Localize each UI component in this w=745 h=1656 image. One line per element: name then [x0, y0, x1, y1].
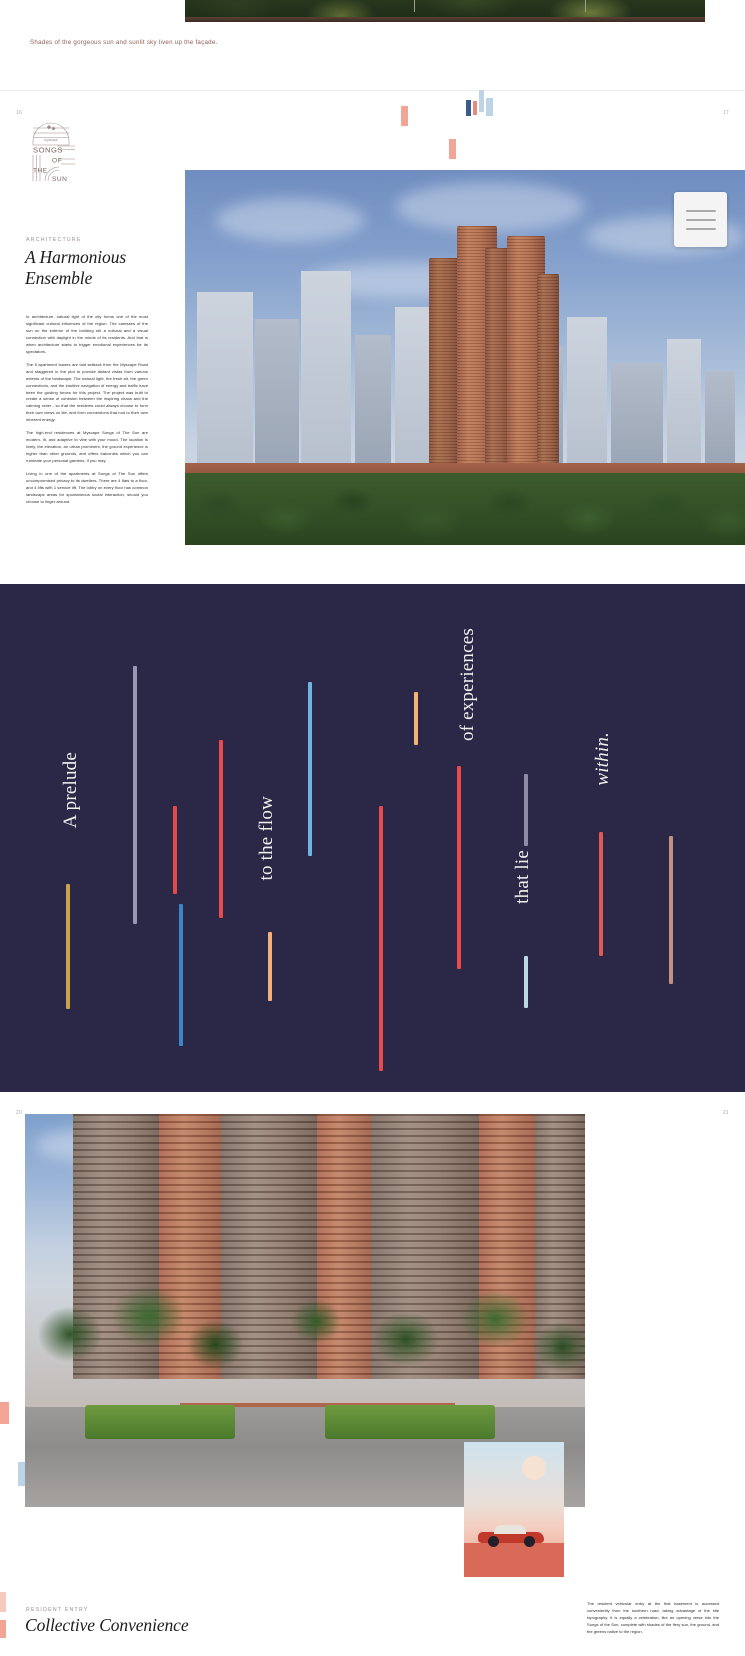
- resident-entry-paragraph: The resident vehicular entry at the first basement is accessed conveniently from the southern road, taking advantage of the site topography. It is equally a celebration, like an opening verse into the Songs of the Sun, complete with shades of the fiery sun, the ground, and the greens native to the region.: [587, 1601, 719, 1634]
- illustration-ground: [464, 1543, 564, 1577]
- prelude-phrase-3: of experiences: [457, 628, 478, 742]
- deco-swatch-coral-3: [0, 1620, 6, 1638]
- architecture-paragraph: Living in one of the apartments at Songs of The Sun offers uncompromised privacy to its dwellers. There are 4 flats to a floor, and 4 lifts with 1 service lift. The lobby on every floor has common landscape areas for spontaneous social interaction, should you choose to linger around.: [26, 471, 148, 504]
- deco-swatch-coral-2: [0, 1592, 6, 1612]
- deco-bar-pale-blue-2: [486, 98, 493, 116]
- car-illustration-card: [464, 1442, 564, 1577]
- hero-photo-treeline: [185, 0, 705, 22]
- prelude-bar: [414, 692, 418, 745]
- svg-text:SUN: SUN: [52, 176, 68, 183]
- prelude-bar: [133, 666, 137, 924]
- top-caption-section: [0, 0, 745, 92]
- svg-text:SONGS: SONGS: [33, 145, 63, 155]
- resident-entry-body-copy: [587, 1601, 719, 1636]
- prelude-bar: [66, 884, 70, 1009]
- architecture-paragraph: In architecture, natural light of the city forms one of the most significant cultural influences of the region. The caresses of the sun on the exterior of the building stir a cultural and a visual connection with daylight in the minds of its residents. And that is when architecture starts to trigger emotional experiences for its spectators.: [26, 314, 148, 354]
- prelude-phrase-2: to the flow: [256, 796, 277, 881]
- prelude-bar: [219, 740, 223, 918]
- architecture-eyebrow: ARCHITECTURE: [26, 237, 82, 243]
- prelude-bar: [524, 956, 528, 1008]
- deco-bar-coral-3: [449, 139, 456, 159]
- sun-icon: [522, 1456, 546, 1480]
- folio-right: 21: [722, 1110, 729, 1116]
- architecture-paragraph: The high-end residences at Myscape Songs of The Sun are modern, lit, and adaptive to vibe with your mood. The location is lively, the elevation, an urban prominent, the ground experience is higher than other grounds, and offers balconies which you can ruminate your personal gardens, if you may.: [26, 430, 148, 464]
- resident-entry-eyebrow: RESIDENT ENTRY: [26, 1607, 89, 1613]
- prelude-section: [0, 584, 745, 1092]
- prelude-bar: [268, 932, 272, 1001]
- prelude-phrase-1: A prelude: [60, 752, 81, 829]
- folio-left: 16: [16, 110, 23, 116]
- brand-logo[interactable]: [25, 115, 77, 183]
- deco-bar-deep-blue: [466, 100, 471, 116]
- architecture-body-copy: [26, 314, 148, 506]
- section-divider: [0, 90, 745, 91]
- folio-right: 17: [722, 110, 729, 116]
- architecture-render-image: [185, 170, 745, 545]
- svg-text:myscape: myscape: [44, 138, 58, 143]
- resident-entry-spread: [0, 1092, 745, 1656]
- prelude-bar: [308, 682, 312, 856]
- render-treeline: [185, 473, 745, 545]
- render-landscape: [25, 1283, 585, 1411]
- car-icon: [478, 1525, 544, 1547]
- svg-text:THE: THE: [33, 167, 48, 175]
- hamburger-line-icon: [686, 219, 716, 221]
- prelude-bar: [524, 774, 528, 846]
- folio-left: 20: [16, 1110, 23, 1116]
- architecture-spread: [0, 92, 745, 580]
- deco-bar-pale-blue-1: [479, 90, 484, 112]
- prelude-bar: [457, 766, 461, 969]
- deco-bar-coral-2: [473, 101, 477, 115]
- prelude-bar: [173, 806, 177, 894]
- prelude-phrase-5: within.: [592, 732, 613, 786]
- hamburger-line-icon: [686, 228, 716, 230]
- resident-entry-title: Collective Convenience: [25, 1615, 189, 1635]
- prelude-bar: [379, 806, 383, 1071]
- prelude-bar: [599, 832, 603, 956]
- hero-caption: Shades of the gorgeous sun and sunlit sky liven up the façade.: [30, 39, 218, 46]
- deco-swatch-coral: [0, 1402, 9, 1424]
- prelude-bar: [669, 836, 673, 984]
- hamburger-menu-button[interactable]: [674, 192, 727, 247]
- svg-text:OF: OF: [52, 157, 63, 165]
- prelude-bar: [179, 904, 183, 1046]
- deco-bar-coral-1: [401, 106, 408, 126]
- architecture-paragraph: The 5 apartment towers are laid setback from the Myscape Road and staggered in the plot to provide distant vistas from various extents of the landscape. The natural light, the fresh air, the green connections, and the intuitive navigation of energy and traffic have been the guiding forces for this project. The project was built to create a sense of cohesion between the inspiring chaos and the calming order - so that the residents could always choose to form their own views on life, and form connections that nod to their own inherent energy.: [26, 361, 148, 423]
- hamburger-line-icon: [686, 210, 716, 212]
- architecture-title: A Harmonious Ensemble: [25, 247, 127, 288]
- prelude-phrase-4: that lie: [512, 850, 533, 904]
